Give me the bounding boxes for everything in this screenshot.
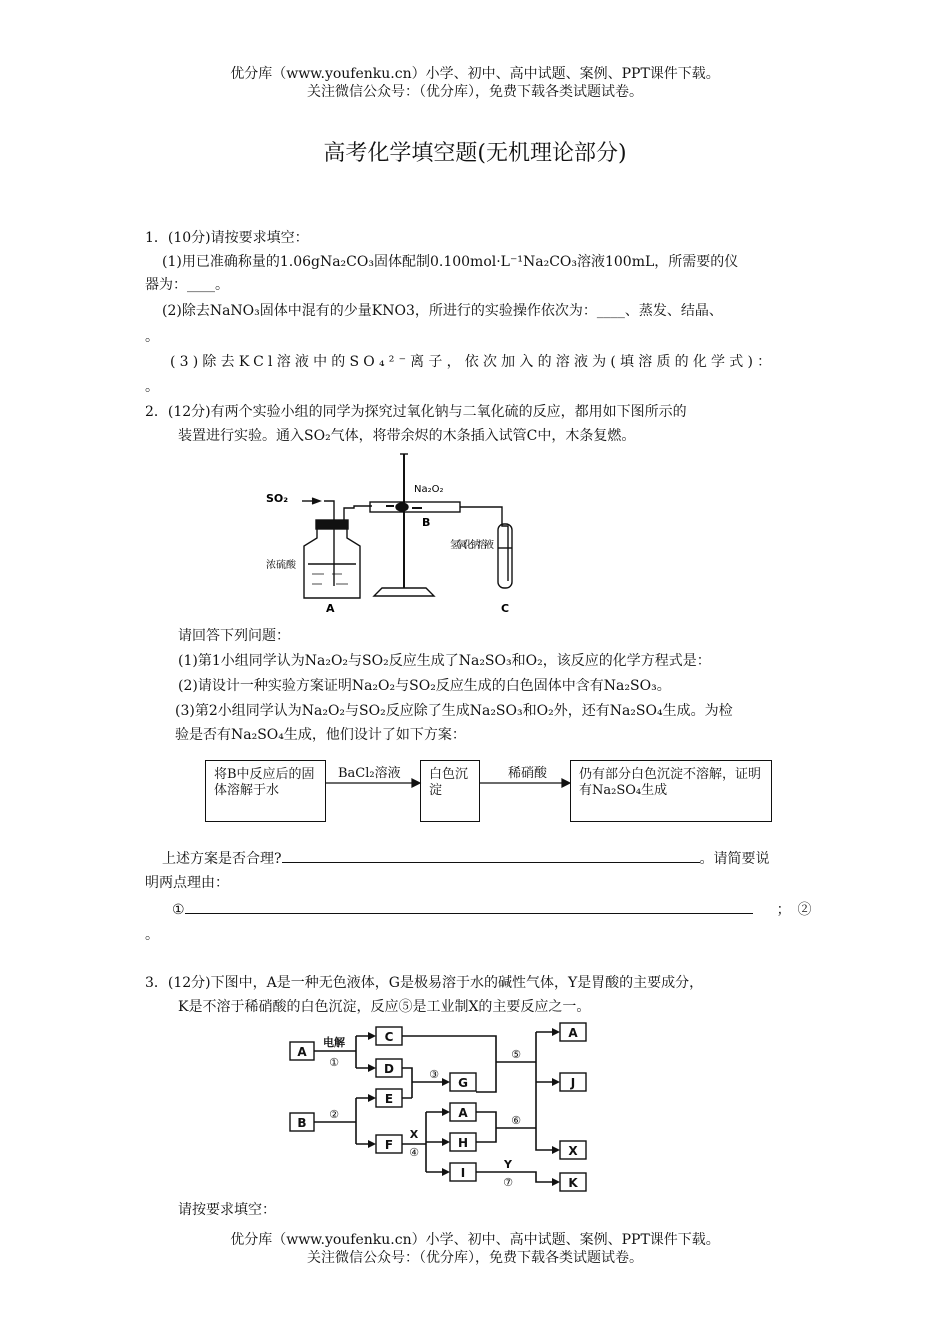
q2-reason-intro: 明两点理由：: [145, 875, 229, 891]
label-r3: ③: [429, 1068, 439, 1081]
label-r5: ⑤: [511, 1048, 521, 1061]
na2o2-label: Na₂O₂: [414, 484, 444, 495]
node-d: D: [384, 1062, 394, 1076]
flow-box-precipitate: 白色沉淀: [420, 760, 480, 822]
q2-reason-mark2: ； ②: [776, 902, 812, 918]
q1-heading: 1．(10分)请按要求填空：: [145, 230, 309, 246]
footer-line-2: 关注微信公众号：（优分库），免费下载各类试题试卷。: [307, 1250, 643, 1266]
acid-label: 浓硫酸: [266, 560, 296, 571]
label-b: B: [422, 516, 431, 529]
q1-part1-line1: (1)用已准确称量的1.06gNa₂CO₃固体配制0.100mol·L⁻¹Na₂CO₃溶液100mL，所需要的仪: [162, 254, 739, 270]
label-r2: ②: [329, 1108, 339, 1121]
q2-reason1-blank[interactable]: [185, 899, 753, 914]
node-a-end: A: [568, 1026, 578, 1040]
q2-reasonable-prompt: [162, 848, 770, 869]
q2-end: 。: [145, 927, 159, 943]
footer-line-1: 优分库（www.youfenku.cn）小学、初中、高中试题、案例、PPT课件下载。: [230, 1232, 720, 1248]
node-c: C: [384, 1030, 394, 1044]
reaction-diagram: [284, 1022, 604, 1194]
node-e: E: [384, 1092, 394, 1106]
node-a-start: A: [297, 1045, 307, 1059]
node-x: X: [568, 1144, 578, 1158]
flow-box-conclusion: 仍有部分白色沉淀不溶解，证明有Na₂SO₄生成: [570, 760, 772, 822]
q1-part3-line2: 。: [145, 379, 159, 395]
q2-reasonable-suffix: 。请简要说: [699, 851, 770, 867]
label-r6: ⑥: [511, 1114, 521, 1127]
label-c: C: [501, 602, 510, 615]
node-i: I: [460, 1166, 466, 1180]
q2-reason-mark1: ①: [172, 902, 185, 918]
apparatus-figure: [262, 446, 532, 616]
q2-sub3-line2: 验是否有Na₂SO₄生成，他们设计了如下方案：: [175, 727, 466, 743]
q1-part3-line1: (3)除去KCl溶液中的SO₄²⁻离子，依次加入的溶液为(填溶质的化学式)：: [170, 354, 776, 370]
q1-part2-line1: (2)除去NaNO₃固体中混有的少量KNO3，所进行的实验操作依次为：____、蒸发、结晶、: [162, 303, 723, 319]
flow-arrows: [326, 776, 571, 790]
q2-reasonable-question: 上述方案是否合理?: [162, 851, 282, 867]
flow-arrow2-label: 稀硝酸: [508, 766, 548, 781]
q2-ask: 请回答下列问题：: [178, 628, 290, 644]
node-g: G: [458, 1076, 468, 1090]
label-y-reagent: Y: [504, 1158, 512, 1171]
header-line-2: 关注微信公众号：（优分库），免费下载各类试题试卷。: [307, 84, 643, 100]
naoh-label: 氢氧化钠溶液: [450, 540, 494, 551]
so2-label: SO₂: [266, 492, 289, 505]
label-r1: ①: [329, 1056, 339, 1069]
node-b: B: [297, 1116, 307, 1130]
node-h: H: [457, 1136, 469, 1150]
label-electrolysis: 电解: [323, 1036, 345, 1049]
q2-sub3-line1: (3)第2小组同学认为Na₂O₂与SO₂反应除了生成Na₂SO₃和O₂外，还有Na₂SO₄生成。为检: [175, 703, 733, 719]
q2-reasonable-blank[interactable]: [282, 848, 700, 863]
q2-heading: 2．(12分)有两个实验小组的同学为探究过氧化钠与二氧化硫的反应，都用如下图所示的: [145, 404, 687, 420]
q2-reason-line: [172, 899, 812, 920]
label-r4: ④: [409, 1146, 419, 1159]
label-a: A: [326, 602, 335, 615]
label-r7: ⑦: [503, 1176, 513, 1189]
q2-heading-line2: 装置进行实验。通入SO₂气体，将带余烬的木条插入试管C中，木条复燃。: [178, 428, 636, 444]
q1-part2-line2: 。: [145, 329, 159, 345]
node-f: F: [384, 1138, 394, 1152]
q2-sub1: (1)第1小组同学认为Na₂O₂与SO₂反应生成了Na₂SO₃和O₂，该反应的化学方程式是：: [178, 653, 711, 669]
q3-heading: 3．(12分)下图中，A是一种无色液体，G是极易溶于水的碱性气体，Y是胃酸的主要成分，: [145, 975, 704, 991]
header-line-1: 优分库（www.youfenku.cn）小学、初中、高中试题、案例、PPT课件下载。: [230, 66, 720, 82]
node-j: J: [570, 1076, 576, 1090]
page-title: 高考化学填空题(无机理论部分): [323, 141, 627, 166]
node-a-mid: A: [458, 1106, 468, 1120]
node-k: K: [568, 1176, 578, 1190]
flow-arrow1-label: BaCl₂溶液: [338, 766, 401, 781]
flow-box-dissolve: 将B中反应后的固体溶解于水: [205, 760, 326, 822]
q1-part1-line2: 器为：____。: [145, 277, 229, 293]
q3-ask: 请按要求填空：: [178, 1202, 276, 1218]
q3-heading-line2: K是不溶于稀硝酸的白色沉淀，反应⑤是工业制X的主要反应之一。: [178, 999, 591, 1015]
q2-sub2: (2)请设计一种实验方案证明Na₂O₂与SO₂反应生成的白色固体中含有Na₂SO₃。: [178, 678, 671, 694]
label-x-reagent: X: [409, 1128, 419, 1141]
